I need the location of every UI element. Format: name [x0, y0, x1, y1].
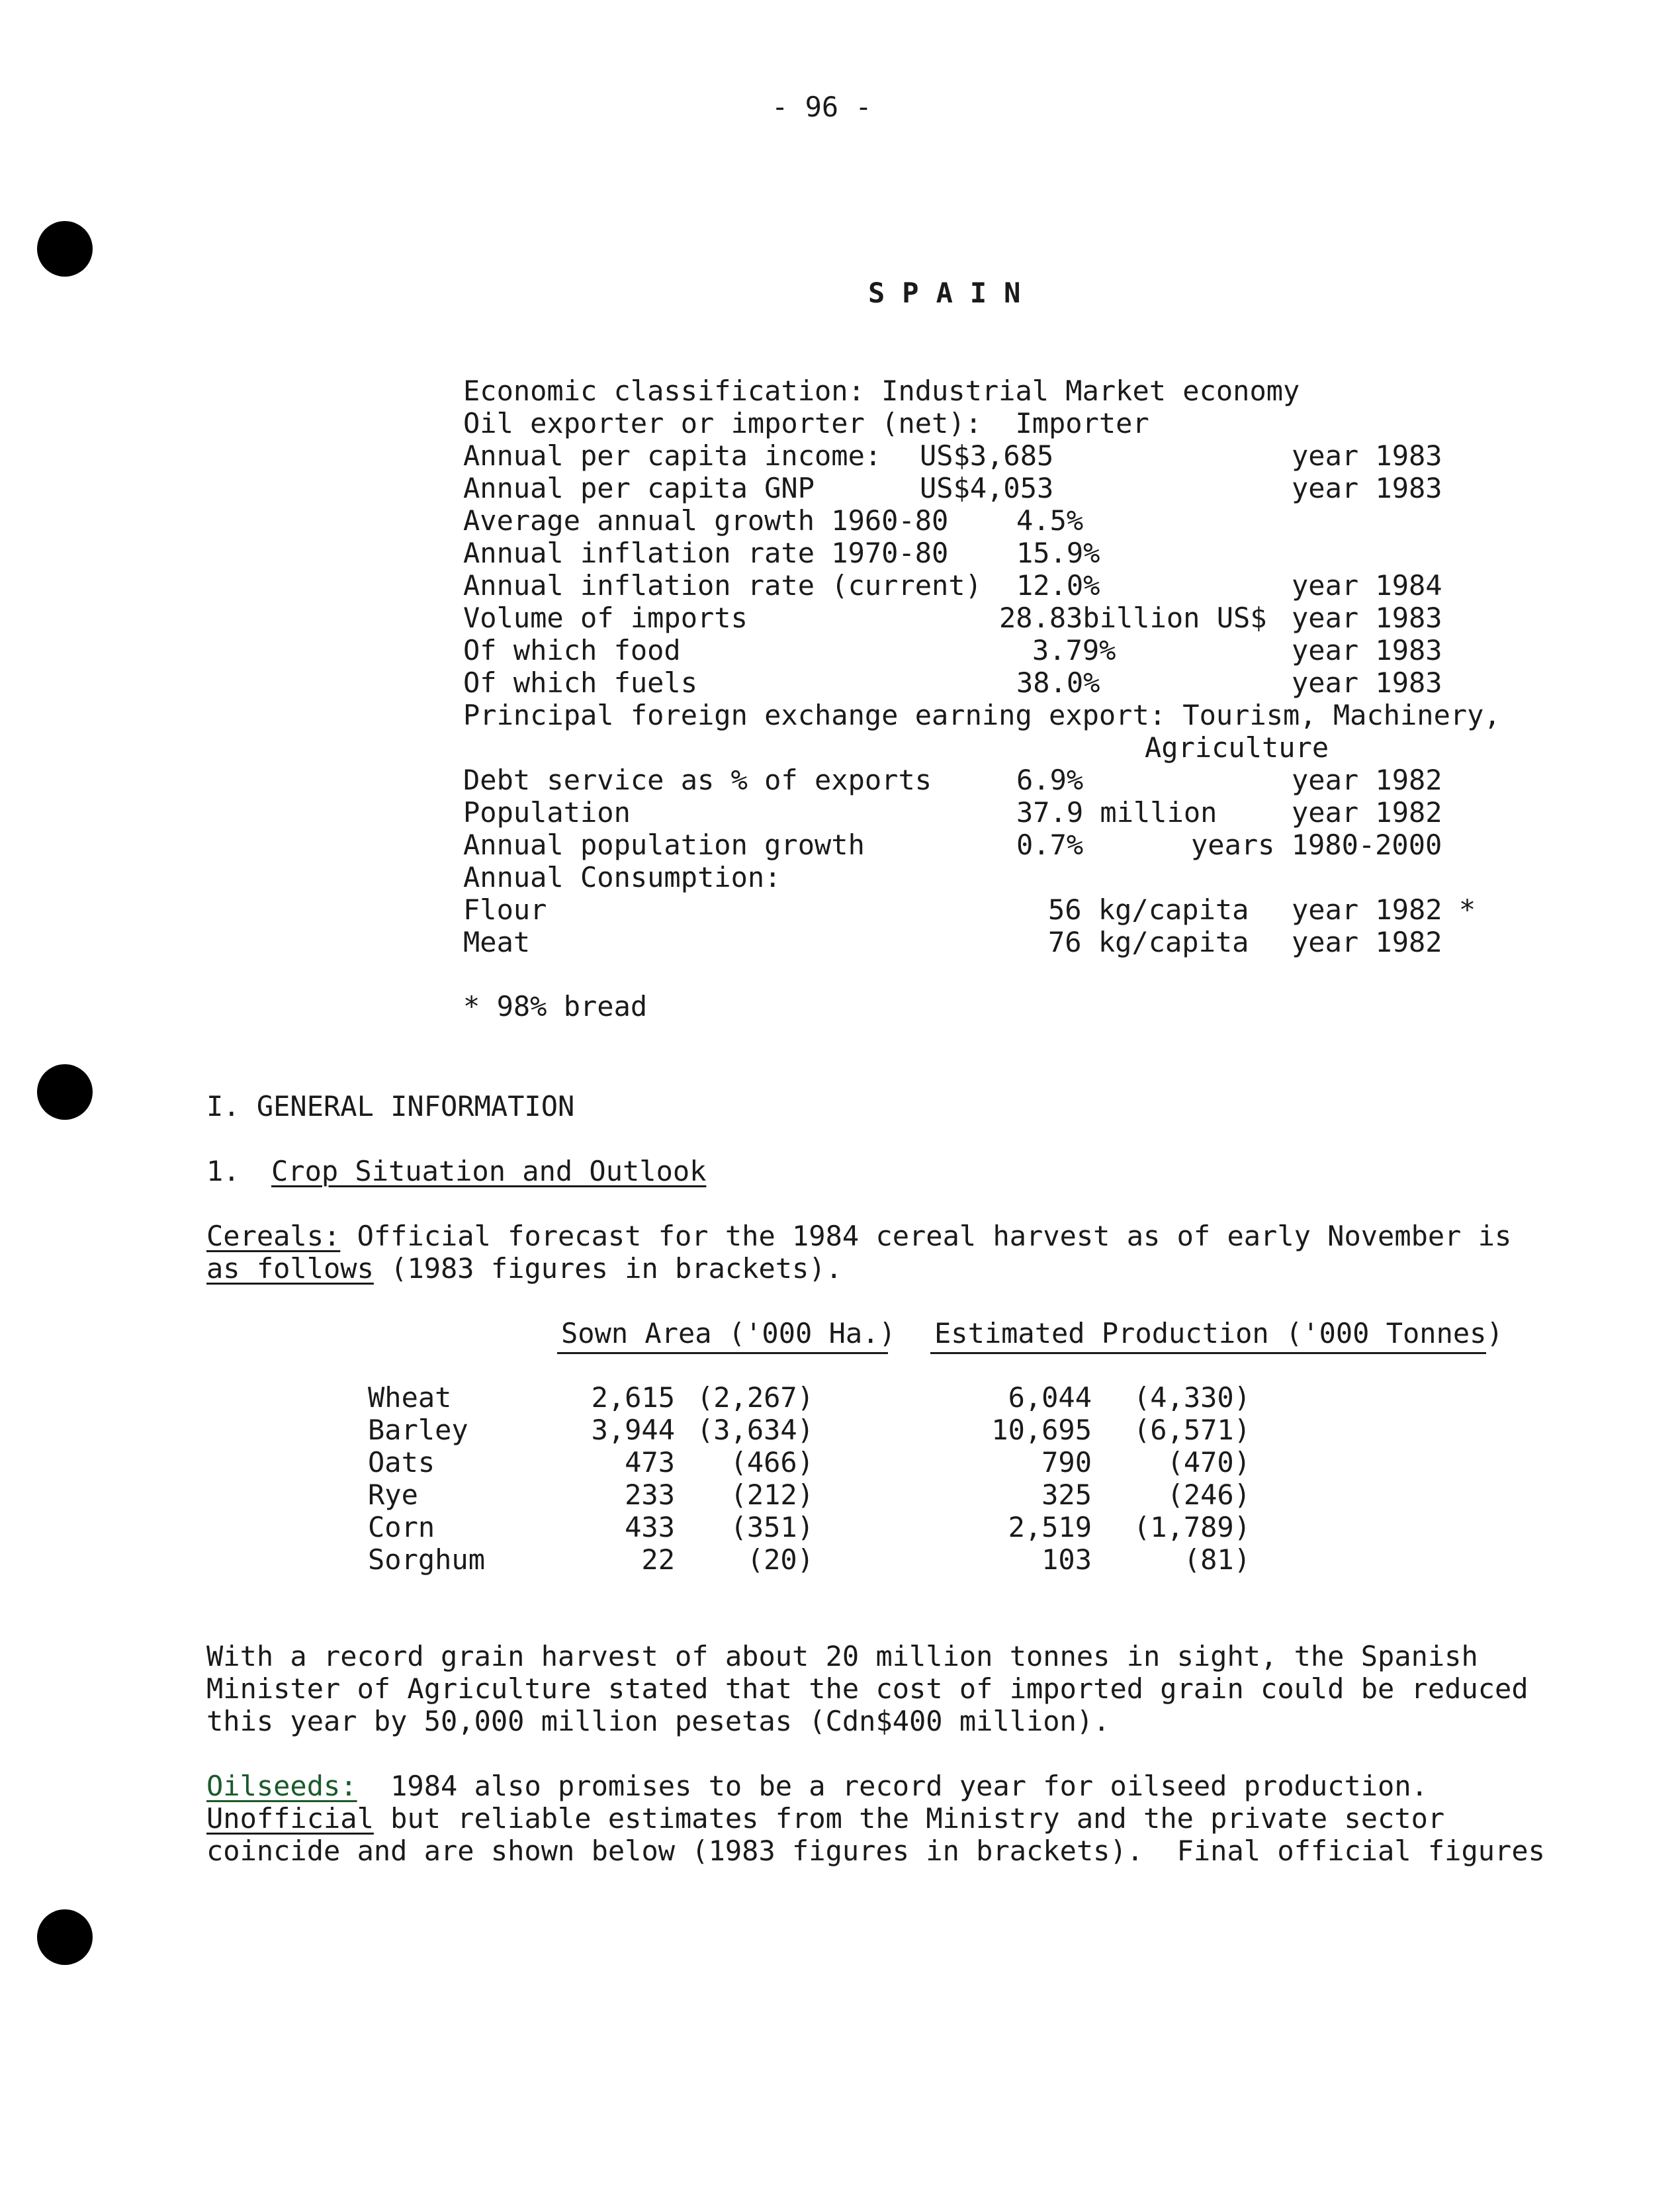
subsection-number: 1. [206, 1155, 240, 1187]
crop-name: Rye [368, 1479, 418, 1511]
summary-label: Annual population growth [463, 829, 865, 861]
production-1983: (246) [1167, 1479, 1251, 1511]
crop-name: Barley [368, 1414, 468, 1446]
production: 2,519 [1008, 1511, 1092, 1543]
consumption-year: year 1982 * [1292, 893, 1476, 926]
principal-export: Principal foreign exchange earning export: Tourism, Machinery, [463, 699, 1501, 731]
summary-value: 3.79% [1032, 634, 1116, 666]
summary-year: year 1982 [1292, 764, 1442, 796]
sown-area-1983: (351) [730, 1511, 814, 1543]
crop-name: Corn [368, 1511, 435, 1543]
summary-label: Annual per capita GNP [463, 472, 815, 504]
binder-hole-top [37, 221, 93, 277]
summary-value: US$3,685 [920, 439, 1054, 472]
summary-label: Annual inflation rate (current) [463, 569, 982, 602]
summary-label: Annual per capita income: [463, 439, 882, 472]
sown-area: 22 [641, 1543, 675, 1576]
oilseeds-text: 1984 also promises to be a record year for oilseed production. [357, 1770, 1428, 1802]
page-title: SPAIN [868, 277, 1038, 309]
consumption-label: Annual Consumption: [463, 861, 781, 893]
summary-label: Population [463, 796, 631, 829]
cereals-paragraph-line2 [206, 1253, 842, 1285]
summary-year: year 1983 [1292, 602, 1442, 634]
production: 790 [1041, 1446, 1092, 1479]
summary-value: 4.5% [1016, 504, 1084, 537]
summary-year: year 1983 [1292, 439, 1442, 472]
summary-label: Debt service as % of exports [463, 764, 932, 796]
sown-area: 3,944 [591, 1414, 675, 1446]
sown-area: 473 [625, 1446, 675, 1479]
summary-year: years 1980-2000 [1191, 829, 1442, 861]
oilseeds-unofficial: Unofficial [206, 1802, 374, 1835]
production: 10,695 [991, 1414, 1092, 1446]
oilseeds-line3: coincide and are shown below (1983 figures in brackets). Final official figures [206, 1835, 1545, 1867]
column-header-underline [557, 1352, 888, 1354]
sown-area: 433 [625, 1511, 675, 1543]
paragraph-line: this year by 50,000 million pesetas (Cdn$400 million). [206, 1705, 1110, 1737]
summary-year: year 1983 [1292, 634, 1442, 666]
sown-area-1983: (466) [730, 1446, 814, 1479]
sown-area: 2,615 [591, 1381, 675, 1414]
summary-label: Volume of imports [463, 602, 748, 634]
production: 6,044 [1008, 1381, 1092, 1414]
summary-year: year 1984 [1292, 569, 1442, 602]
sown-area-1983: (20) [746, 1543, 814, 1576]
summary-value: 15.9% [1016, 537, 1100, 569]
summary-label: Of which fuels [463, 666, 698, 699]
production-1983: (6,571) [1133, 1414, 1251, 1446]
sown-area-1983: (2,267) [696, 1381, 814, 1414]
economic-classification: Economic classification: Industrial Market economy [463, 375, 1300, 407]
sown-area-1983: (3,634) [696, 1414, 814, 1446]
cereals-text-line2: (1983 figures in brackets). [373, 1252, 842, 1285]
production-1983: (81) [1183, 1543, 1251, 1576]
oil-status: Oil exporter or importer (net): Importer [463, 407, 1149, 439]
cereals-as-follows: as follows [206, 1252, 374, 1285]
cereals-label: Cereals: [206, 1220, 341, 1252]
principal-export-cont: Agriculture [1145, 731, 1329, 764]
column-header-underline [930, 1352, 1486, 1354]
summary-value: 37.9 million [1016, 796, 1217, 829]
summary-value: 0.7% [1016, 829, 1084, 861]
crop-name: Sorghum [368, 1543, 486, 1576]
consumption-value: 56 kg/capita [1048, 893, 1249, 926]
oilseeds-text: but reliable estimates from the Ministry and the private sector [373, 1802, 1445, 1835]
column-header-sown-area: Sown Area ('000 Ha.) [561, 1317, 896, 1349]
production: 325 [1041, 1479, 1092, 1511]
production-1983: (4,330) [1133, 1381, 1251, 1414]
column-header-production: Estimated Production ('000 Tonnes) [934, 1317, 1503, 1349]
consumption-value: 76 kg/capita [1048, 926, 1249, 958]
summary-year: year 1983 [1292, 472, 1442, 504]
section-heading: I. GENERAL INFORMATION [206, 1090, 575, 1122]
subsection-title: Crop Situation and Outlook [271, 1155, 707, 1187]
production-1983: (470) [1167, 1446, 1251, 1479]
summary-value: 6.9% [1016, 764, 1084, 796]
paragraph-line: With a record grain harvest of about 20 million tonnes in sight, the Spanish [206, 1640, 1478, 1672]
cereals-paragraph [206, 1220, 1511, 1252]
summary-value: 28.83billion US$ [999, 602, 1267, 634]
binder-hole-middle [37, 1064, 93, 1120]
oilseeds-line1 [206, 1770, 1428, 1802]
crop-name: Wheat [368, 1381, 452, 1414]
summary-value: 38.0% [1016, 666, 1100, 699]
summary-year: year 1983 [1292, 666, 1442, 699]
summary-label: Average annual growth 1960-80 [463, 504, 949, 537]
consumption-year: year 1982 [1292, 926, 1442, 958]
sown-area: 233 [625, 1479, 675, 1511]
production: 103 [1041, 1543, 1092, 1576]
page-number: - 96 - [772, 91, 872, 123]
oilseeds-line2 [206, 1803, 1444, 1835]
sown-area-1983: (212) [730, 1479, 814, 1511]
cereals-text-line1: Official forecast for the 1984 cereal harvest as of early November is [340, 1220, 1512, 1252]
binder-hole-bottom [37, 1909, 93, 1965]
summary-label: Annual inflation rate 1970-80 [463, 537, 949, 569]
summary-label: Of which food [463, 634, 681, 666]
oilseeds-label: Oilseeds: [206, 1770, 357, 1802]
consumption-item: Flour [463, 893, 547, 926]
summary-value: US$4,053 [920, 472, 1054, 504]
consumption-item: Meat [463, 926, 531, 958]
production-1983: (1,789) [1133, 1511, 1251, 1543]
paragraph-line: Minister of Agriculture stated that the cost of imported grain could be reduced [206, 1672, 1528, 1705]
footnote: * 98% bread [463, 990, 648, 1023]
crop-name: Oats [368, 1446, 435, 1479]
summary-year: year 1982 [1292, 796, 1442, 829]
summary-value: 12.0% [1016, 569, 1100, 602]
